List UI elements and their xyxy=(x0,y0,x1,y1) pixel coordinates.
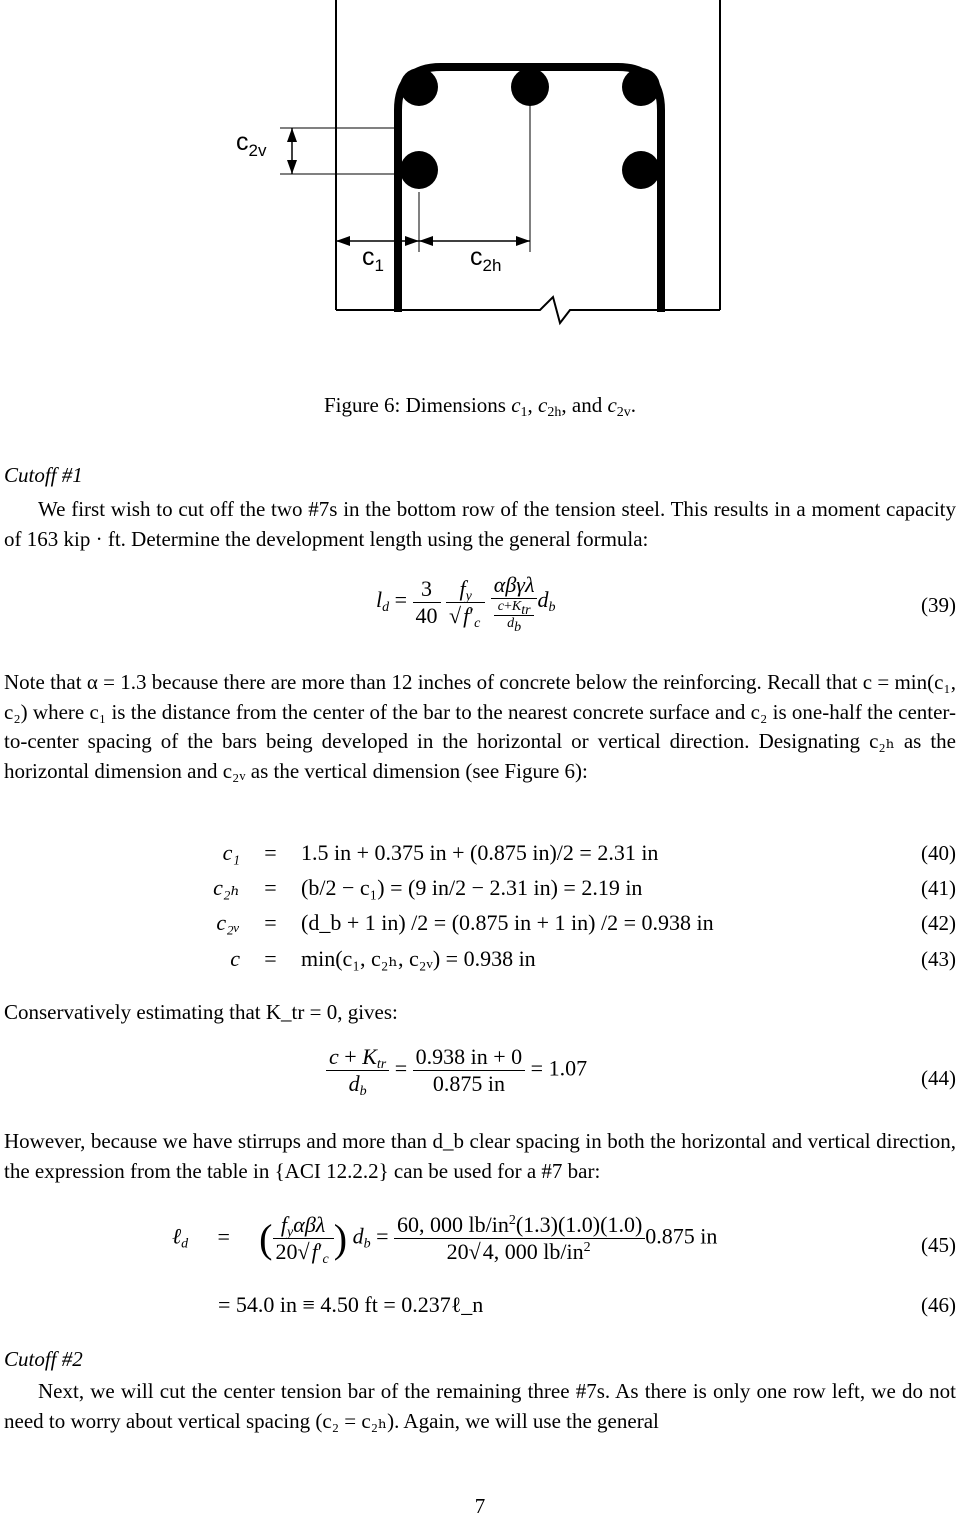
equation-44: $\frac{c + K_{tr}}{d_b}$ = $\frac{0.938 in + 0}{0.875 in}$ = 1.07 xyxy=(326,1044,587,1097)
equation-40: c₁ = 1.5 in + 0.375 in + (0.875 in)/2 = 2.31 in xyxy=(222,840,659,865)
eq-43-number: (43) xyxy=(921,947,956,971)
eq-41-number: (41) xyxy=(921,876,956,900)
label-c2v: $c_{2v}$ xyxy=(236,128,267,160)
rebar-bottom-right xyxy=(622,151,660,189)
eq-44-number: (44) xyxy=(921,1066,956,1090)
equation-46: = 54.0 in ≡ 4.50 ft = 0.237ℓ_n xyxy=(218,1292,484,1317)
eq-39-number: (39) xyxy=(921,593,956,617)
eq-42-number: (42) xyxy=(921,911,956,935)
eq-40-number: (40) xyxy=(921,841,956,865)
rebar-top-left xyxy=(400,68,438,106)
rebar-bottom-left xyxy=(400,151,438,189)
cutoff1-paragraph-1: We first wish to cut off the two #7s in the bottom row of the tension steel. This results in a moment capacity of 163 kip · ft. Determine the development length using the general formula: xyxy=(4,497,956,551)
cutoff1-paragraph-3: Conservatively estimating that K_tr = 0, gives: xyxy=(4,1000,398,1024)
cutoff2-paragraph-1: Next, we will cut the center tension bar of the remaining three #7s. As there is only one row left, we do not need to worry about vertical spacing (c₂ = c₂ₕ). Again, we will use the general xyxy=(4,1379,956,1433)
figure-caption: Figure 6: Dimensions $c_1$, $c_{2h}$, and $c_{2v}$. xyxy=(323,393,637,420)
cutoff1-paragraph-2: Note that α = 1.3 because there are more than 12 inches of concrete below the reinforcing. Recall that c = min(c₁, c₂) where c₁ is the distance from the center of the bar to the nearest concrete surface and c₂ is one-half the center-to-center spacing of the bars being developed in the horizontal or vertical direction. Designating c₂ₕ as the horizontal dimension and c₂ᵥ as the vertical dimension (see Figure 6): xyxy=(4,670,956,783)
eq-46-number: (46) xyxy=(921,1293,956,1317)
equation-42: c₂ᵥ = (d_b + 1 in) /2 = (0.875 in + 1 in) /2 = 0.938 in xyxy=(216,910,714,935)
rebar-top-right xyxy=(622,68,660,106)
equation-39: $l_d$ = $\frac{3}{40}$ $\frac{f_y}{√f'_c}$ αβγλ $c+K_{tr}$ $d_b$ $d_b$ xyxy=(376,572,556,635)
eq-45-number: (45) xyxy=(921,1233,956,1257)
label-c1: $c_1$ xyxy=(362,243,384,275)
cutoff2-heading: Cutoff #2 xyxy=(4,1347,83,1371)
equation-43: c = min(c₁, c₂ₕ, c₂ᵥ) = 0.938 in xyxy=(230,946,536,971)
equation-45: ℓ$_d$ = ( $\frac{f_y\alpha\beta\lambda}{20√f'_c}$ ) $d_b$ = $\frac{60, 000 lb/in^2(1.3)(1.0)(1.0)}{20√4, 000 lb/in^2}$ 0.875 in xyxy=(172,1212,718,1267)
cutoff1-heading: Cutoff #1 xyxy=(4,463,83,487)
label-c2h: $c_{2h}$ xyxy=(470,243,502,275)
page-number: 7 xyxy=(474,1494,486,1518)
equation-41: c₂ₕ = (b/2 − c₁) = (9 in/2 − 2.31 in) = 2.19 in xyxy=(213,875,643,900)
cutoff1-paragraph-4: However, because we have stirrups and more than d_b clear spacing in both the horizontal and vertical direction, the expression from the table in {ACI 12.2.2} can be used for a #7 bar: xyxy=(4,1129,956,1183)
beam-cross-section-figure xyxy=(0,0,960,380)
